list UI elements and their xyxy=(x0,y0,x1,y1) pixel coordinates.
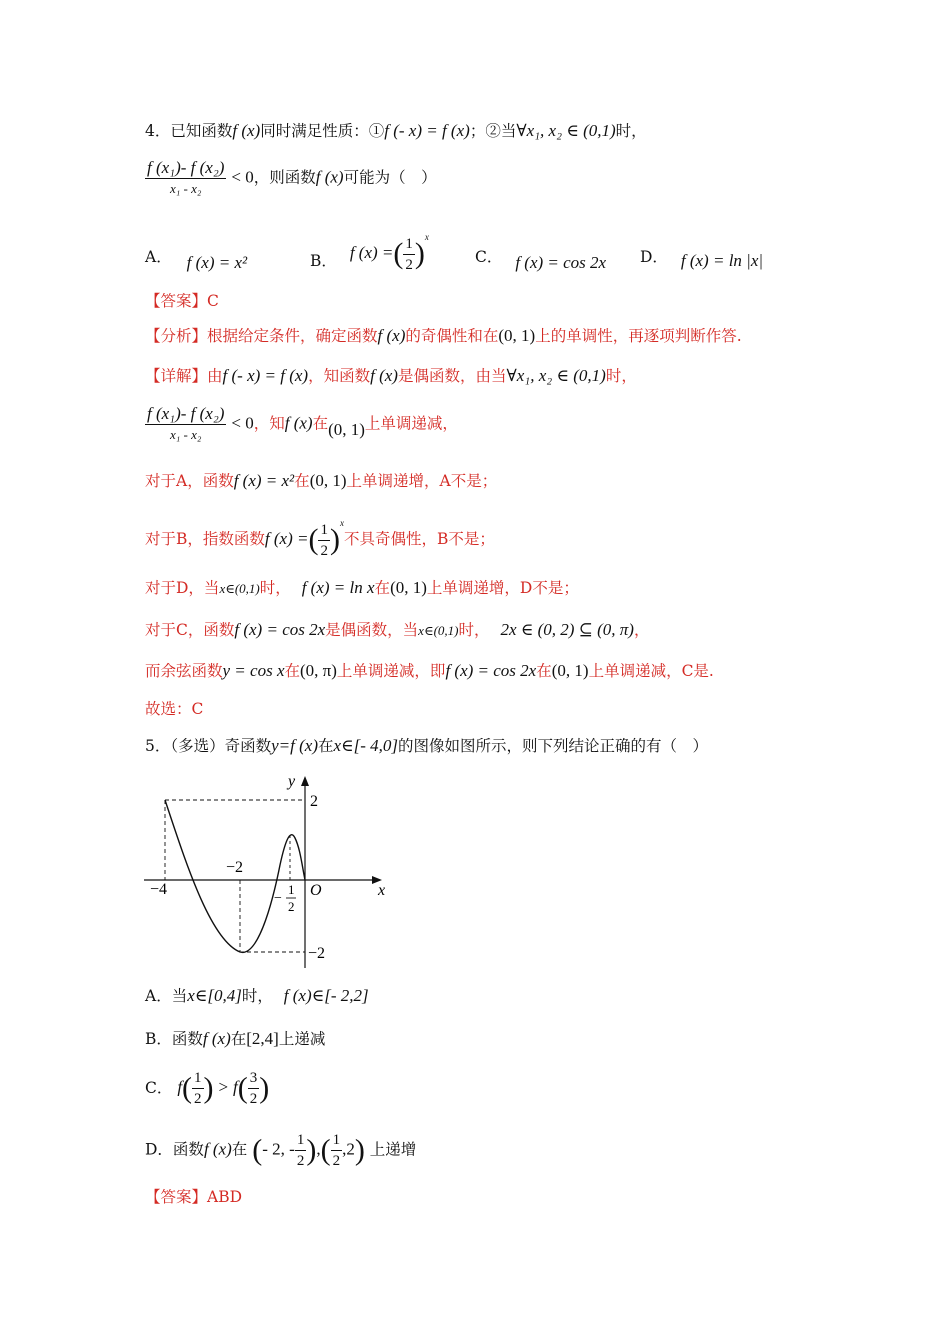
q4-detail-C: 对于C，函数f (x) = cos 2x是偶函数，当x∈(0,1)时， 2x ∈ (0, 2) ⊆ (0, π)， xyxy=(145,620,650,639)
x-label: x xyxy=(378,882,386,899)
q5-option-d: D．函数f (x)在 (- 2, - $\frac{1}{2}$ ),( $\frac{1}{2}$ ,2) 上递增 xyxy=(145,1132,417,1169)
q4-detail-C2: 而余弦函数y = cos x在(0, π)上单调递减，即f (x) = cos 2x在(0, 1)上单调递减，C是. xyxy=(145,661,714,680)
y-axis-arrow xyxy=(301,776,309,786)
q4-stem-line1: 4．已知函数f (x)同时满足性质：①f (- x) = f (x)；②当∀x₁, x₂ ∈ (0,1)时， xyxy=(145,121,647,140)
function-graph xyxy=(140,770,390,975)
q5-option-b: B．函数f (x)在[2,4]上递减 xyxy=(145,1029,326,1048)
q4-option-a: A． f (x) = x² xyxy=(145,248,248,272)
q4-detail-D: 对于D，当x∈(0,1)时， f (x) = ln x在(0, 1)上单调递增，D不是； xyxy=(145,578,579,597)
q4-detail-B: 对于B，指数函数f (x) =( $\frac{1}{2}$ )$^x$不具奇偶性，B不是； xyxy=(145,518,495,559)
tick-x-neg2: −2 xyxy=(226,859,244,876)
tick-y-neg2: −2 xyxy=(308,945,326,962)
origin-label: O xyxy=(310,882,322,899)
q4-final: 故选：C xyxy=(145,700,204,718)
tick-x-neg-half-den: 2 xyxy=(288,899,295,914)
function-curve xyxy=(165,800,305,952)
q5-option-a: A．当x∈[0,4]时， f (x)∈[- 2,2] xyxy=(145,986,369,1005)
y-label: y xyxy=(288,773,296,790)
q4-fraction: $\frac{\text{f (x₁)- f (x₂)}}{\text{x₁ - x₂}}$ xyxy=(147,158,225,196)
q4-option-d: D． f (x) = ln |x| xyxy=(640,248,764,270)
tick-x-neg-half-sign: − xyxy=(274,891,282,906)
q4-answer: 【答案】C xyxy=(145,292,219,310)
q4-option-b: B． f (x) =( $\frac{1}{2}$ )$^x$ xyxy=(310,232,429,273)
q5-option-c: C． f( $\frac{1}{2}$ ) > f( $\frac{3}{2}$ ) xyxy=(145,1070,270,1107)
q4-detail-line1: 【详解】由f (- x) = f (x)，知函数f (x)是偶函数，由当∀x₁, x₂ ∈ (0,1)时， xyxy=(145,366,637,385)
tick-x-neg-half-num: 1 xyxy=(288,882,295,897)
q4-option-c: C． f (x) = cos 2x xyxy=(475,248,607,272)
q5-answer: 【答案】ABD xyxy=(145,1188,243,1206)
q4-analysis: 【分析】根据给定条件，确定函数f (x)的奇偶性和在(0, 1)上的单调性，再逐项判断作答. xyxy=(145,326,742,345)
q4-detail-line2: $\frac{\text{f (x₁)- f (x₂)}}{\text{x₁ - x₂}}$ < 0，知f (x)在(0, 1)上单调递减， xyxy=(147,404,458,442)
q4-detail-A: 对于A，函数f (x) = x²在(0, 1)上单调递增，A不是； xyxy=(145,471,498,490)
tick-x-neg4: −4 xyxy=(150,881,168,898)
q4-stem-line2: $\frac{\text{f (x₁)- f (x₂)}}{\text{x₁ - x₂}}$ < 0，则函数f (x)可能为（ ） xyxy=(145,158,437,199)
q5-stem: 5．（多选）奇函数y=f (x)在x∈[- 4,0]的图像如图所示，则下列结论正确的有（ ） xyxy=(145,736,709,755)
tick-y-2: 2 xyxy=(310,793,318,810)
